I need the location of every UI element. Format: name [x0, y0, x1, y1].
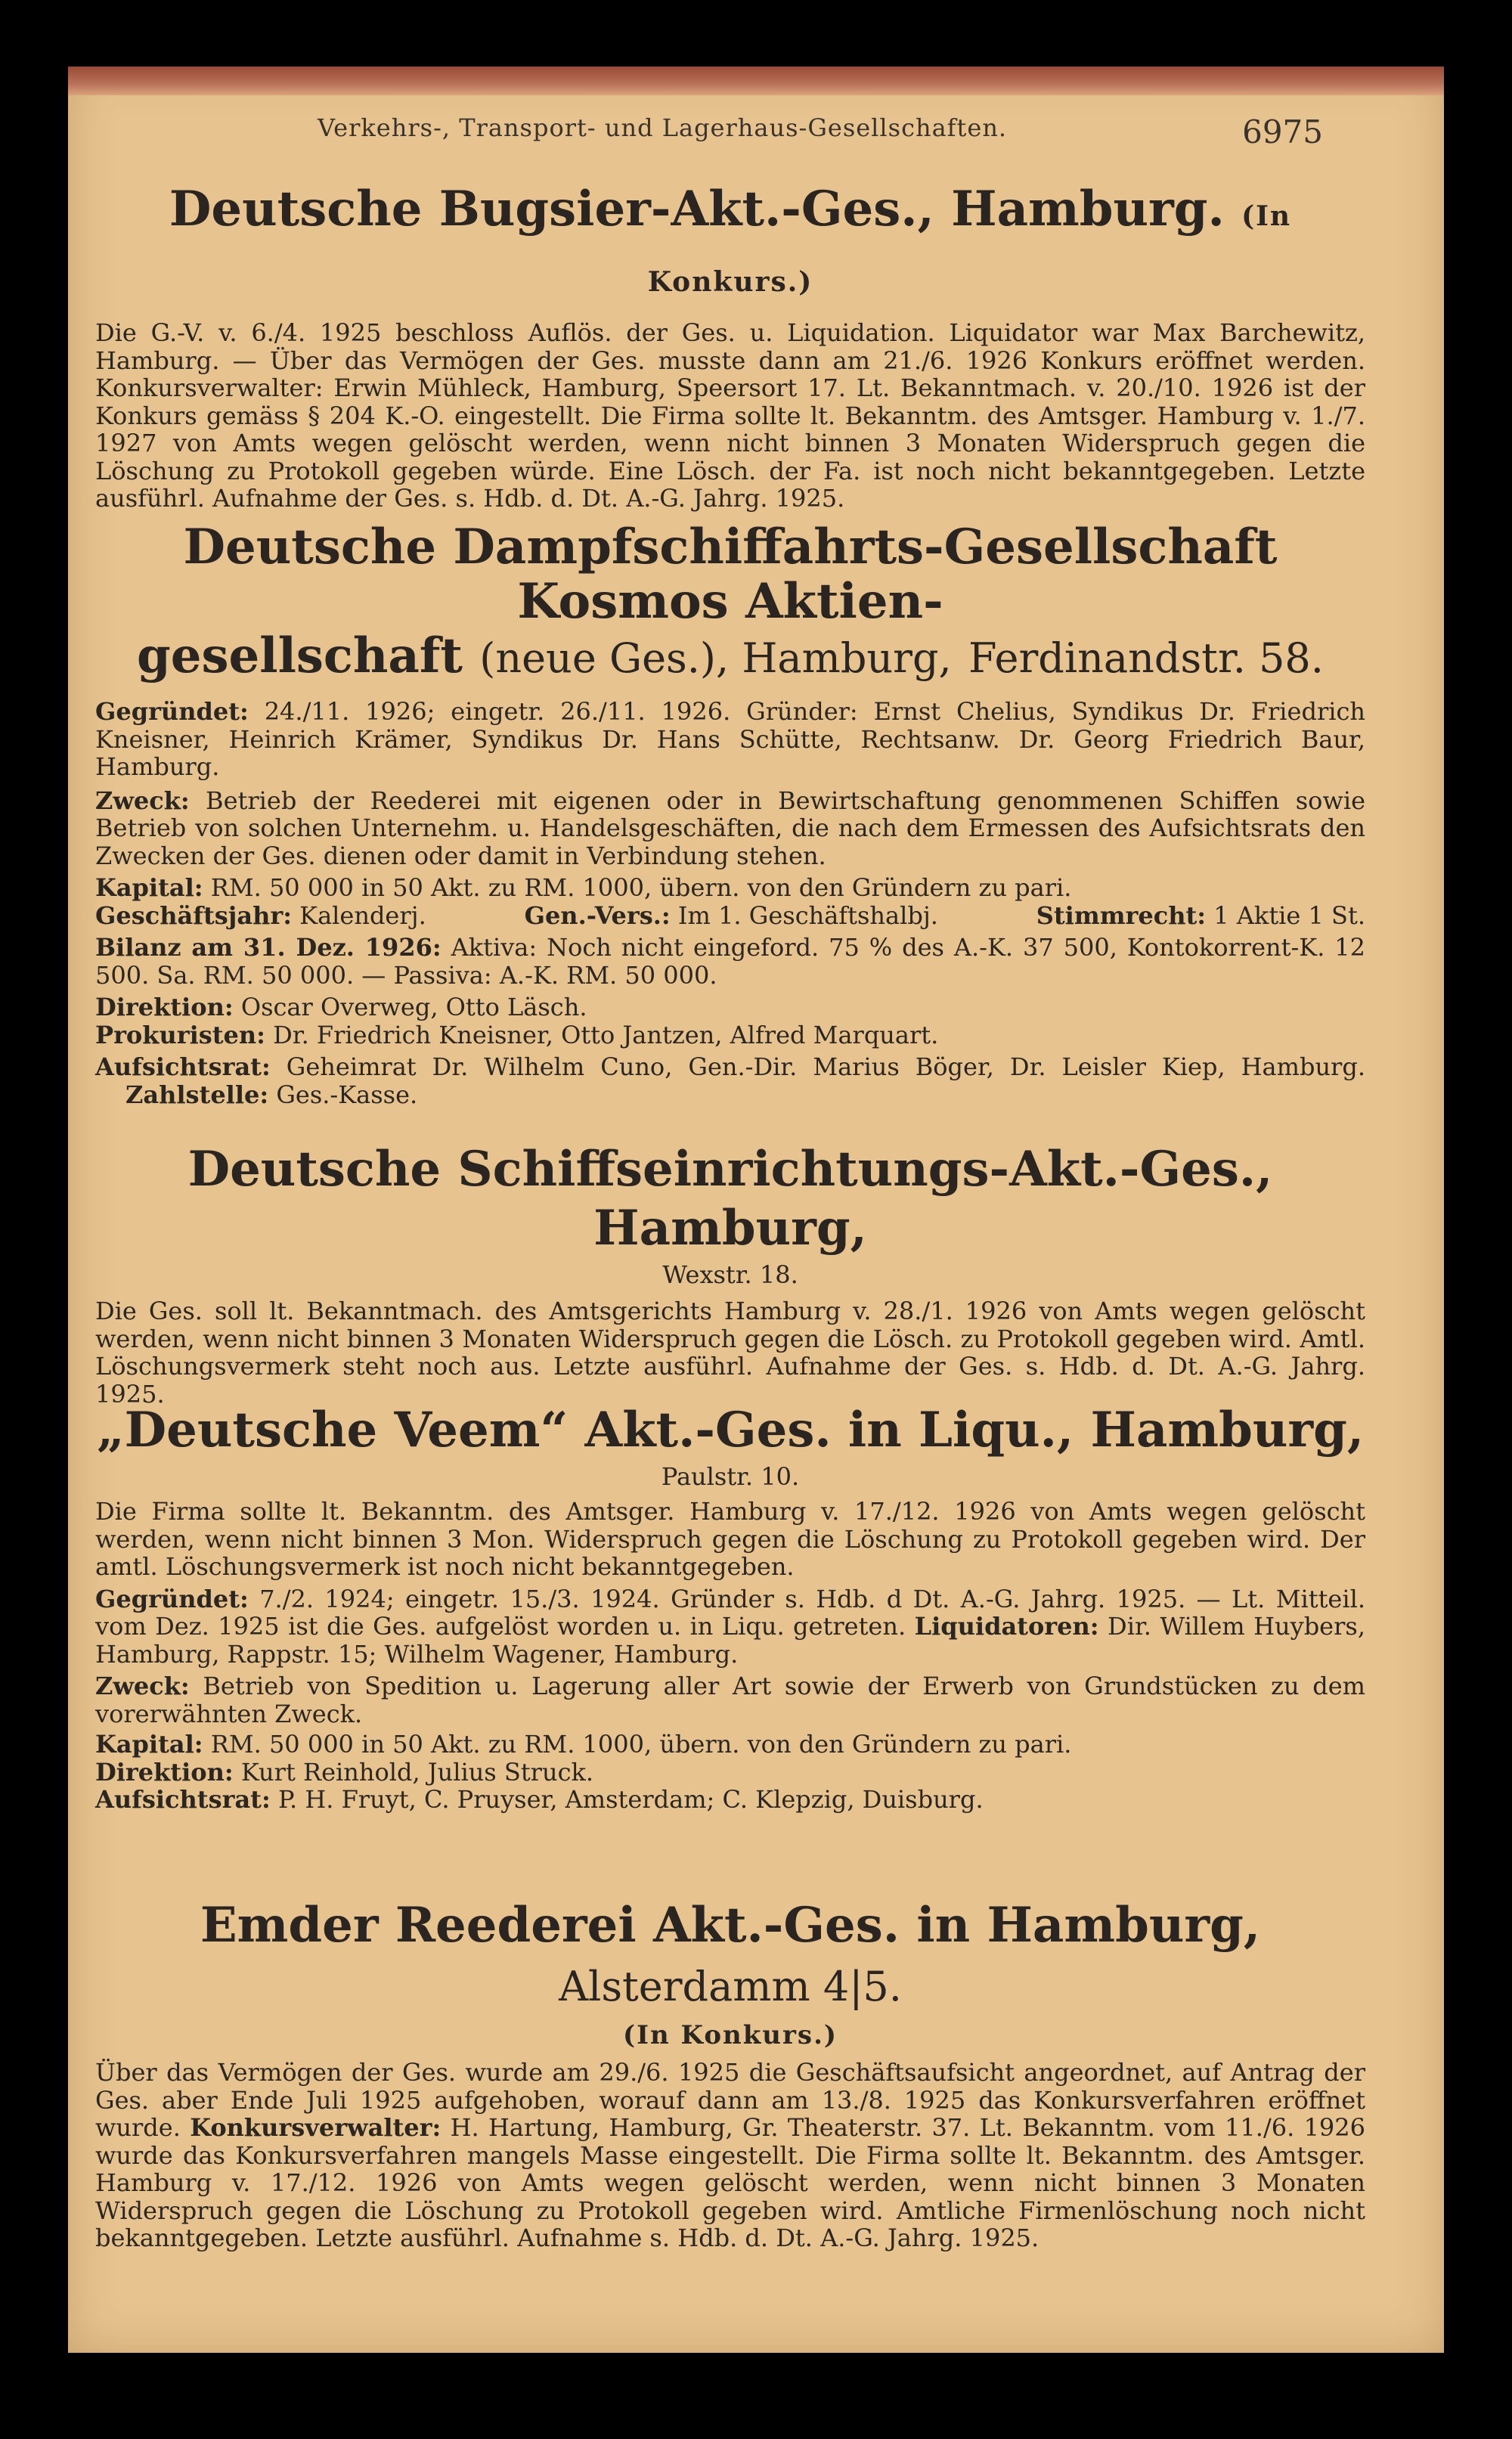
zweck-paragraph: Zweck: Betrieb der Reederei mit eigenen oder in Bewirtschaftung genommenen Schiffen sowie Betrieb von solchen Unternehm. u. Handelsgeschäften, die nach dem Ermessen des Aufsichtsrats den Zwecken der Ges. dienen oder damit in Verbindung stehen.	[95, 786, 1365, 870]
scanned-page	[68, 67, 1444, 2353]
entry-address: Wexstr. 18.	[662, 1260, 798, 1289]
direktion-paragraph: Direktion: Kurt Reinhold, Julius Struck.	[95, 1757, 594, 1787]
direktion-paragraph: Direktion: Oscar Overweg, Otto Läsch.	[95, 993, 587, 1021]
entry-intro: Die Firma sollte lt. Bekanntm. des Amtsger. Hamburg v. 17./12. 1926 von Amts wegen gelöscht werden, wenn nicht binnen 3 Mon. Widerspruch gegen die Löschung zu Protokoll gegeben wird. Der amtl. Löschungsvermerk ist noch nicht bekanntgegeben.	[95, 1497, 1365, 1581]
page-number: 6975	[1242, 113, 1323, 150]
entry-address: Paulstr. 10.	[661, 1462, 800, 1491]
status-tag: (In Konkurs.)	[622, 2020, 838, 2050]
entry-emder-reederei	[95, 1896, 1365, 2252]
geschaeftsjahr-line: Geschäftsjahr: Kalenderj. Gen.-Vers.: Im 1. Geschäftshalbj. Stimmrecht: 1 Aktie 1 St.	[95, 900, 1365, 930]
entry-title: Deutsche Schiffseinrichtungs-Akt.-Ges., Hamburg,	[187, 1141, 1273, 1257]
gegruendet-paragraph: Gegründet: 7./2. 1924; eingetr. 15./3. 1924. Gründer s. Hdb. d Dt. A.-G. Jahrg. 1925. — Lt. Mitteil. vom Dez. 1925 ist die Ges. aufgelöst worden u. in Liqu. getreten. Liquidatoren: Dir. Willem Huybers, Hamburg, Rappstr. 15; Wilhelm Wagener, Hamburg.	[95, 1584, 1366, 1669]
entry-deutsche-bugsier	[95, 180, 1365, 513]
bilanz-paragraph: Bilanz am 31. Dez. 1926: Aktiva: Noch nicht eingeford. 75 % des A.-K. 37 500, Kontokorrent-K. 12 500. Sa. RM. 50 000. — Passiva: A.-K. RM. 50 000.	[95, 933, 1366, 990]
entry-title: Emder Reederei Akt.-Ges. in Hamburg, Alsterdamm 4|5.	[200, 1897, 1261, 2010]
entry-title: Deutsche Dampfschiffahrts-Gesellschaft Kosmos Aktien- gesellschaft (neue Ges.), Hamburg, Ferdinandstr. 58.	[137, 519, 1324, 684]
running-title: Verkehrs-, Transport- und Lagerhaus-Gesellschaften.	[318, 113, 1008, 142]
entry-title: Deutsche Bugsier-Akt.-Ges., Hamburg. (In Konkurs.)	[169, 181, 1292, 298]
running-header	[68, 113, 1444, 159]
entry-paragraph: Über das Vermögen der Ges. wurde am 29./6. 1925 die Geschäftsaufsicht angeordnet, auf Antrag der Ges. aber Ende Juli 1925 aufgehoben, worauf dann am 13./8. 1925 das Konkursverfahren eröffnet wurde. Konkursverwalter: H. Hartung, Hamburg, Gr. Theaterstr. 37. Lt. Bekanntm. vom 11./6. 1926 wurde das Konkursverfahren mangels Masse eingestellt. Die Firma sollte lt. Bekanntm. des Amtsger. Hamburg v. 17./12. 1926 von Amts wegen gelöscht werden, wenn nicht binnen 3 Monaten Widerspruch gegen die Löschung zu Protokoll gegeben wird. Amtliche Firmenlöschung noch nicht bekanntgegeben. Letzte ausführl. Aufnahme s. Hdb. d. Dt. A.-G. Jahrg. 1925.	[95, 2058, 1366, 2252]
prokuristen-paragraph: Prokuristen: Dr. Friedrich Kneisner, Otto Jantzen, Alfred Marquart.	[95, 1020, 939, 1049]
entry-paragraph: Die G.-V. v. 6./4. 1925 beschloss Auflös. der Ges. u. Liquidation. Liquidator war Max Barchewitz, Hamburg. — Über das Vermögen der Ges. musste dann am 21./6. 1926 Konkurs eröffnet werden. Konkursverwalter: Erwin Mühleck, Hamburg, Speersort 17. Lt. Bekanntmach. v. 20./10. 1926 ist der Konkurs gemäss § 204 K.-O. eingestellt. Die Firma sollte lt. Bekanntm. des Amtsger. Hamburg v. 1./7. 1927 von Amts wegen gelöscht werden, wenn nicht binnen 3 Monaten Widerspruch gegen die Löschung zu Protokoll gegeben würde. Eine Lösch. der Fa. ist noch nicht bekanntgegeben. Letzte ausführl. Aufnahme der Ges. s. Hdb. d. Dt. A.-G. Jahrg. 1925.	[95, 318, 1365, 513]
entry-deutsche-dampfschiffahrts-kosmos	[95, 520, 1365, 1108]
entry-paragraph: Die Ges. soll lt. Bekanntmach. des Amtsgerichts Hamburg v. 28./1. 1926 von Amts wegen gelöscht werden, wenn nicht binnen 3 Monaten Widerspruch gegen die Lösch. zu Protokoll gegeben wird. Amtl. Löschungsvermerk steht noch aus. Letzte ausführl. Aufnahme der Ges. s. Hdb. d. Dt. A.-G. Jahrg. 1925.	[95, 1297, 1365, 1409]
status-tag: (In Konkurs.)	[647, 200, 1292, 298]
gegruendet-paragraph: Gegründet: 24./11. 1926; eingetr. 26./11. 1926. Gründer: Ernst Chelius, Syndikus Dr. Friedrich Kneisner, Heinrich Krämer, Syndikus Dr. Hans Schütte, Rechtsanw. Dr. Georg Friedrich Baur, Hamburg.	[95, 697, 1366, 781]
kapital-paragraph: Kapital: RM. 50 000 in 50 Akt. zu RM. 1000, übern. von den Gründern zu pari.	[95, 873, 1072, 902]
zweck-paragraph: Zweck: Betrieb von Spedition u. Lagerung aller Art sowie der Erwerb von Grundstücken zu dem vorerwähnten Zweck.	[95, 1672, 1366, 1728]
aufsichtsrat-paragraph: Aufsichtsrat: Geheimrat Dr. Wilhelm Cuno, Gen.-Dir. Marius Böger, Dr. Leisler Kiep, Hamburg. Zahlstelle: Ges.-Kasse.	[95, 1052, 1365, 1109]
aufsichtsrat-paragraph: Aufsichtsrat: P. H. Fruyt, C. Pruyser, Amsterdam; C. Klepzig, Duisburg.	[95, 1785, 984, 1814]
page-top-edge	[68, 67, 1444, 95]
entry-title: „Deutsche Veem“ Akt.-Ges. in Liqu., Hamburg,	[96, 1402, 1365, 1458]
kapital-paragraph: Kapital: RM. 50 000 in 50 Akt. zu RM. 1000, übern. von den Gründern zu pari.	[95, 1730, 1072, 1759]
entry-deutsche-schiffseinrichtungs	[95, 1140, 1365, 1408]
entry-deutsche-veem	[95, 1401, 1365, 1814]
